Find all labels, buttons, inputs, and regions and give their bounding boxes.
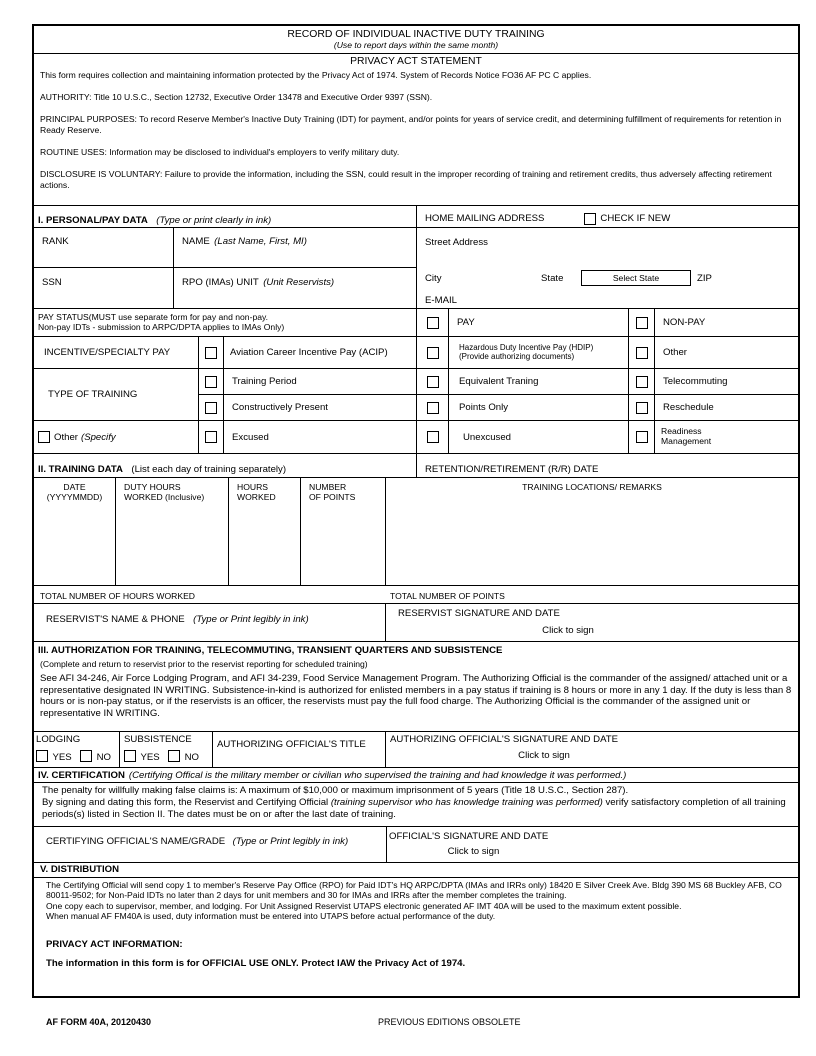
rpo-unit-field[interactable] bbox=[174, 268, 416, 308]
rpo-label-note: (Unit Reservists) bbox=[263, 277, 335, 288]
cert-name-field[interactable] bbox=[34, 827, 387, 862]
col-points-line-2: OF POINTS bbox=[309, 492, 356, 502]
distribution-p3: When manual AF FM40A is used, duty information must be entered into UTAPS before actual performance of the duty. bbox=[46, 910, 496, 921]
rank-name-row bbox=[34, 228, 416, 268]
col-remarks[interactable] bbox=[386, 478, 798, 585]
auth-signature-cell bbox=[386, 732, 798, 767]
distribution-p2: One copy each to supervisor, member, and lodging. For Unit Assigned Reservist UTAPS electronic generated AF IMT 40A will be used to the maximum extent possible. bbox=[46, 900, 682, 911]
subsistence-yes-label: YES bbox=[140, 752, 160, 763]
total-points-field[interactable] bbox=[384, 586, 798, 603]
col-duty-line-1: DUTY HOURS bbox=[124, 482, 181, 492]
acip-label: Aviation Career Incentive Pay (ACIP) bbox=[230, 347, 388, 358]
type-of-training-left bbox=[34, 369, 199, 453]
cert-signature-cell bbox=[387, 827, 798, 862]
readiness-label-line-2: Management bbox=[661, 436, 712, 446]
training-data-table bbox=[34, 478, 798, 586]
readiness-label-line-1: Readiness bbox=[661, 426, 702, 436]
rr-date-label: RETENTION/RETIREMENT (R/R) DATE bbox=[425, 464, 599, 475]
other-specify-cell bbox=[34, 421, 198, 453]
training-period-checkbox-cell bbox=[199, 369, 224, 394]
subsistence-no-label: NO bbox=[184, 752, 199, 763]
excused-label: Excused bbox=[232, 431, 269, 443]
equivalent-training-label: Equivalent Traning bbox=[459, 376, 539, 387]
rr-date-field[interactable] bbox=[417, 454, 798, 477]
hdip-checkbox-cell bbox=[417, 337, 449, 368]
type-of-training-block bbox=[34, 369, 798, 454]
privacy-info-body: The information in this form is for OFFICIAL USE ONLY. Protect IAW the Privacy Act of 1974. bbox=[46, 958, 466, 970]
reservist-row bbox=[34, 604, 798, 642]
hdip-checkbox[interactable] bbox=[427, 347, 439, 359]
non-pay-label: NON-PAY bbox=[663, 317, 706, 328]
previous-editions-obsolete: PREVIOUS EDITIONS OBSOLETE bbox=[378, 1017, 521, 1027]
pay-checkbox-cell bbox=[417, 309, 449, 336]
privacy-disclosure: DISCLOSURE IS VOLUNTARY: Failure to provide the information, including the SSN, could result in the improper recording of training and retirement credits, thus adversely affecting retirement actions. bbox=[40, 169, 772, 191]
privacy-act-statement bbox=[34, 54, 798, 206]
subsistence-yes-checkbox[interactable] bbox=[124, 750, 136, 762]
privacy-title: PRIVACY ACT STATEMENT bbox=[350, 56, 482, 67]
constructively-present-checkbox[interactable] bbox=[205, 402, 217, 414]
email-field[interactable] bbox=[417, 288, 798, 308]
non-pay-label-cell bbox=[655, 309, 798, 336]
section-1-left bbox=[34, 206, 417, 308]
other-pay-checkbox[interactable] bbox=[636, 347, 648, 359]
non-pay-checkbox-cell bbox=[629, 309, 655, 336]
auth-click-to-sign[interactable]: Click to sign bbox=[518, 750, 570, 761]
reservist-name-label: RESERVIST'S NAME & PHONE bbox=[46, 614, 185, 625]
type-of-training-options bbox=[199, 369, 798, 453]
pay-label: PAY bbox=[457, 317, 475, 328]
city-state-zip-row bbox=[417, 268, 798, 288]
points-only-checkbox[interactable] bbox=[427, 402, 439, 414]
check-if-new-label: CHECK IF NEW bbox=[600, 213, 671, 224]
distribution-p1: The Certifying Official will send copy 1 to member's Reserve Pay Office (RPO) for Paid IDT's HQ ARPC/DPTA (IMAs and IRRs only) 18420 E Silver Creek Ave. Bldg 390 MS 68 Buckley AFB, CO 80011-9502; for Non-Paid IDTs no later than 2 days for unit members and 30 for IMAs and IRRs after the member completes the training. bbox=[46, 880, 782, 901]
excused-checkbox-cell bbox=[199, 421, 224, 453]
telecommuting-label-cell bbox=[655, 369, 798, 394]
constructively-checkbox-cell bbox=[199, 395, 224, 420]
lodging-yes-label: YES bbox=[52, 752, 72, 763]
unexcused-label: Unexcused bbox=[463, 431, 511, 443]
other-pay-label-cell bbox=[655, 337, 798, 368]
section-3 bbox=[34, 642, 798, 732]
telecommuting-checkbox-cell bbox=[629, 369, 655, 394]
points-only-label: Points Only bbox=[459, 402, 509, 413]
total-points-label: TOTAL NUMBER OF POINTS bbox=[390, 591, 505, 601]
name-label: NAME bbox=[182, 236, 210, 247]
pay-status-label-cell bbox=[34, 309, 417, 336]
type-of-training-label: TYPE OF TRAINING bbox=[48, 389, 138, 400]
cert-name-label: CERTIFYING OFFICIAL'S NAME/GRADE bbox=[46, 836, 226, 847]
section-5-body bbox=[34, 878, 798, 996]
points-only-checkbox-cell bbox=[417, 395, 449, 420]
section-3-note: (Complete and return to reservist prior to the reservist reporting for scheduled training) bbox=[40, 659, 368, 669]
acip-checkbox-cell bbox=[199, 337, 224, 368]
readiness-checkbox-cell bbox=[629, 421, 655, 453]
training-period-label: Training Period bbox=[232, 376, 297, 387]
section-4-body-1: By signing and dating this form, the Reservist and Certifying Official bbox=[42, 796, 329, 808]
section-5-heading bbox=[34, 863, 798, 878]
home-address-label: HOME MAILING ADDRESS bbox=[425, 213, 545, 224]
reservist-name-field[interactable] bbox=[34, 604, 386, 641]
cert-click-to-sign[interactable]: Click to sign bbox=[447, 846, 500, 857]
check-if-new-checkbox[interactable] bbox=[584, 213, 596, 225]
form-subtitle: (Use to report days within the same month) bbox=[333, 40, 499, 50]
ssn-field[interactable] bbox=[34, 268, 174, 308]
privacy-intro: This form requires collection and maintaining information protected by the Privacy Act of 1974. System of Records Notice FO36 AF PC C applies. bbox=[40, 70, 592, 80]
col-duty-line-2: WORKED (Inclusive) bbox=[124, 492, 205, 502]
acip-label-cell bbox=[224, 337, 417, 368]
col-duty-hours[interactable] bbox=[116, 478, 229, 585]
hdip-label-line-2: (Provide authorizing documents) bbox=[459, 352, 575, 361]
form-title: RECORD OF INDIVIDUAL INACTIVE DUTY TRAINING bbox=[287, 29, 545, 40]
col-points-line-1: NUMBER bbox=[309, 482, 347, 492]
excused-checkbox[interactable] bbox=[205, 431, 217, 443]
hdip-label-cell bbox=[449, 337, 629, 368]
training-options-row-1 bbox=[199, 369, 798, 395]
form-header bbox=[34, 26, 798, 54]
privacy-routine-uses: ROUTINE USES: Information may be disclosed to individual's employers to verify military duty. bbox=[40, 147, 400, 158]
section-4-body bbox=[34, 783, 798, 827]
section-4-body-2: verify satisfactory completion of all training periods(s) listed in Section II. The dates must be on or after the last date of training. bbox=[42, 796, 786, 820]
pay-status-line-2: Non-pay IDTs - submission to ARPC/DPTA applies to IMAs Only) bbox=[38, 322, 285, 332]
subsistence-no-checkbox[interactable] bbox=[168, 750, 180, 762]
section-1 bbox=[34, 206, 798, 309]
city-label: City bbox=[425, 272, 442, 284]
other-specify-label: Other bbox=[54, 431, 78, 443]
rank-label: RANK bbox=[42, 236, 69, 247]
points-only-label-cell bbox=[449, 395, 629, 420]
reservist-signature-label: RESERVIST SIGNATURE AND DATE bbox=[398, 608, 560, 619]
lodging-label: LODGING bbox=[36, 734, 81, 745]
section-4-statement bbox=[42, 797, 794, 821]
total-hours-label: TOTAL NUMBER OF HOURS WORKED bbox=[40, 591, 196, 601]
type-of-training-label-cell bbox=[34, 369, 198, 421]
equivalent-checkbox-cell bbox=[417, 369, 449, 394]
section-5-title: V. DISTRIBUTION bbox=[40, 864, 120, 875]
totals-row bbox=[34, 586, 798, 604]
privacy-info-title: PRIVACY ACT INFORMATION: bbox=[46, 939, 183, 951]
section-1-heading bbox=[34, 206, 416, 228]
reschedule-label: Reschedule bbox=[663, 402, 714, 413]
state-select[interactable]: Select State bbox=[581, 270, 691, 286]
reservist-signature-cell bbox=[386, 604, 798, 641]
cert-signature-label: OFFICIAL'S SIGNATURE AND DATE bbox=[389, 831, 549, 842]
constructively-label-cell bbox=[224, 395, 417, 420]
training-period-label-cell bbox=[224, 369, 417, 394]
col-date-line-1: DATE bbox=[63, 482, 86, 492]
other-specify-note: (Specify bbox=[81, 431, 116, 443]
section-4-title-note: (Certifying Offical is the military member or civilian who supervised the training and had knowledge it was performed.) bbox=[128, 770, 627, 781]
col-hours-line-2: WORKED bbox=[237, 492, 276, 502]
equivalent-training-checkbox[interactable] bbox=[427, 376, 439, 388]
af-form-40a bbox=[32, 24, 800, 998]
form-footer bbox=[46, 1017, 786, 1027]
incentive-label-cell bbox=[34, 337, 199, 368]
lodging-no-label: NO bbox=[96, 752, 111, 763]
section-3-title: III. AUTHORIZATION FOR TRAINING, TELECOMMUTING, TRANSIENT QUARTERS AND SUBSISTENCE bbox=[38, 645, 503, 656]
section-2-title-note: (List each day of training separately) bbox=[131, 464, 287, 475]
street-address-label: Street Address bbox=[425, 237, 488, 248]
zip-label: ZIP bbox=[697, 272, 712, 284]
state-label: State bbox=[541, 272, 564, 284]
pay-status-row bbox=[34, 309, 798, 337]
lodging-cell bbox=[34, 732, 120, 767]
total-hours-field[interactable] bbox=[34, 586, 384, 603]
training-options-row-3 bbox=[199, 421, 798, 453]
subsistence-cell bbox=[120, 732, 213, 767]
unexcused-label-cell bbox=[449, 421, 629, 453]
col-number-of-points[interactable] bbox=[301, 478, 386, 585]
training-options-row-2 bbox=[199, 395, 798, 421]
section-1-title: I. PERSONAL/PAY DATA bbox=[38, 215, 148, 226]
other-pay-checkbox-cell bbox=[629, 337, 655, 368]
reschedule-label-cell bbox=[655, 395, 798, 420]
privacy-authority: AUTHORITY: Title 10 U.S.C., Section 12732, Executive Order 13478 and Executive Order 9397 (SSN). bbox=[40, 92, 433, 102]
col-hours-worked[interactable] bbox=[229, 478, 301, 585]
auth-title-field[interactable] bbox=[213, 732, 386, 767]
unexcused-checkbox-cell bbox=[417, 421, 449, 453]
unexcused-checkbox[interactable] bbox=[427, 431, 439, 443]
training-period-checkbox[interactable] bbox=[205, 376, 217, 388]
certifying-row bbox=[34, 827, 798, 863]
excused-label-cell bbox=[224, 421, 417, 453]
home-address-heading bbox=[417, 206, 798, 228]
section-1-right bbox=[417, 206, 798, 308]
lodging-yes-checkbox[interactable] bbox=[36, 750, 48, 762]
equivalent-label-cell bbox=[449, 369, 629, 394]
incentive-pay-row bbox=[34, 337, 798, 369]
reschedule-checkbox[interactable] bbox=[636, 402, 648, 414]
reservist-click-to-sign[interactable]: Click to sign bbox=[542, 625, 594, 636]
section-4-title: IV. CERTIFICATION bbox=[38, 770, 125, 781]
non-pay-checkbox[interactable] bbox=[636, 317, 648, 329]
street-address-field[interactable] bbox=[417, 228, 798, 268]
pay-label-cell bbox=[449, 309, 629, 336]
pay-checkbox[interactable] bbox=[427, 317, 439, 329]
section-4-heading bbox=[34, 768, 798, 783]
col-date[interactable] bbox=[34, 478, 116, 585]
hdip-label-line-1: Hazardous Duty Incentive Pay (HDIP) bbox=[459, 343, 594, 352]
reschedule-checkbox-cell bbox=[629, 395, 655, 420]
reservist-name-note: (Type or Print legibly in ink) bbox=[193, 614, 309, 625]
name-field[interactable] bbox=[174, 228, 416, 267]
incentive-label: INCENTIVE/SPECIALTY PAY bbox=[44, 347, 171, 358]
subsistence-label: SUBSISTENCE bbox=[124, 734, 192, 745]
section-1-title-note: (Type or print clearly in ink) bbox=[156, 215, 272, 226]
name-label-note: (Last Name, First, MI) bbox=[214, 236, 307, 247]
cert-name-note: (Type or Print legibly in ink) bbox=[232, 836, 349, 847]
col-date-line-2: (YYYYMMDD) bbox=[46, 492, 103, 502]
lodging-no-checkbox[interactable] bbox=[80, 750, 92, 762]
form-id: AF FORM 40A, 20120430 bbox=[46, 1017, 152, 1027]
section-2-heading-row bbox=[34, 454, 798, 478]
readiness-label-cell bbox=[655, 421, 798, 453]
rank-field[interactable] bbox=[34, 228, 174, 267]
pay-status-line-1: PAY STATUS(MUST use separate form for pay and non-pay. bbox=[38, 312, 269, 322]
section-4-penalty: The penalty for willfully making false claims is: A maximum of $10,000 or maximum imprisonment of 5 years (Title 18 U.S.C., Section 287). bbox=[42, 785, 629, 796]
section-4-body-italic: (training supervisor who has knowledge training was performed) bbox=[330, 796, 603, 808]
ssn-rpo-row bbox=[34, 268, 416, 308]
section-2-title: II. TRAINING DATA bbox=[38, 464, 123, 475]
telecommuting-checkbox[interactable] bbox=[636, 376, 648, 388]
acip-checkbox[interactable] bbox=[205, 347, 217, 359]
form-header-cell bbox=[34, 26, 798, 53]
section-3-body: See AFI 34-246, Air Force Lodging Program, and AFI 34-239, Food Service Management Program. The Authorizing Official is the commander of the assigned/ attached unit or a representative designated IN WRITING. Subsistence-in-kind is authorized for enlisted members in a pay status if training is 8 hours or more in any 1 day. If the duty is less than 8 hours or is non-pay status, or if the reservists is an officer, the reservists must pay the full food charge. The Authorizing Official is the commander of the assigned unit or representative IN WRITING. bbox=[40, 673, 792, 719]
telecommuting-label: Telecommuting bbox=[663, 376, 728, 387]
auth-title-label: AUTHORIZING OFFICIAL'S TITLE bbox=[217, 739, 366, 750]
constructively-present-label: Constructively Present bbox=[232, 402, 328, 413]
readiness-management-checkbox[interactable] bbox=[636, 431, 648, 443]
email-label: E-MAIL bbox=[425, 295, 457, 306]
ssn-label: SSN bbox=[42, 277, 62, 288]
col-remarks-label: TRAINING LOCATIONS/ REMARKS bbox=[522, 482, 662, 492]
other-specify-checkbox[interactable] bbox=[38, 431, 50, 443]
lodging-row bbox=[34, 732, 798, 768]
section-2-heading bbox=[34, 454, 417, 477]
auth-signature-label: AUTHORIZING OFFICIAL'S SIGNATURE AND DATE bbox=[390, 734, 619, 745]
other-pay-label: Other bbox=[663, 347, 687, 358]
rpo-label: RPO (IMAs) UNIT bbox=[182, 277, 259, 288]
col-hours-line-1: HOURS bbox=[237, 482, 269, 492]
privacy-purposes: PRINCIPAL PURPOSES: To record Reserve Member's Inactive Duty Training (IDT) for payment, and/or points for years of service credit, and determining fulfillment of requirements for retention in Ready Reserve. bbox=[40, 114, 782, 135]
